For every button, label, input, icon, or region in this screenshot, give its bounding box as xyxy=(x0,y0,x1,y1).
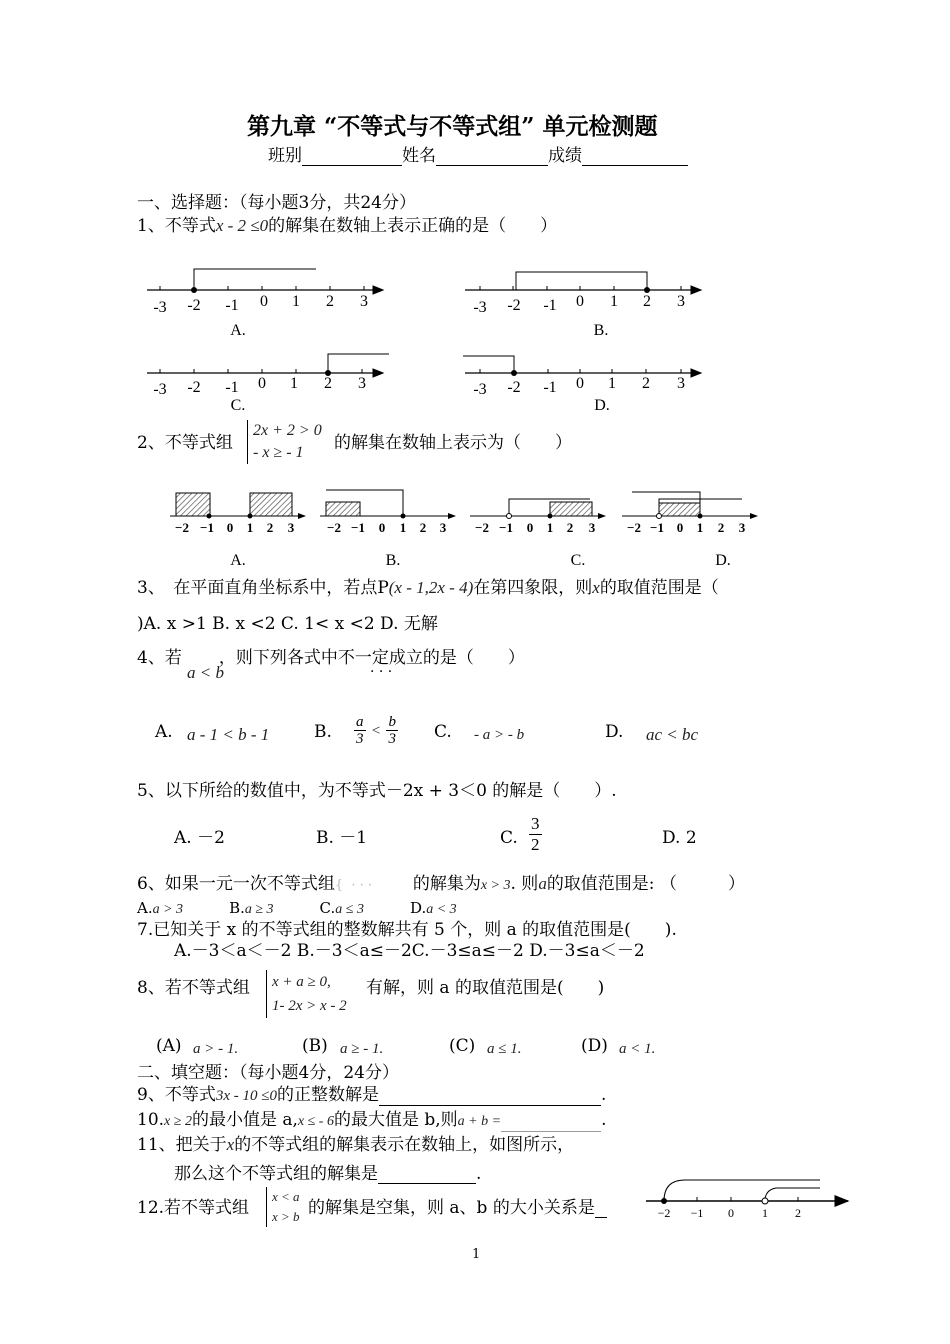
tick-label: 1 xyxy=(546,520,554,535)
name-label: 姓名 xyxy=(402,146,436,166)
question-4: 4、若 ，则下列各式中不一定成立的是（ ） xyxy=(137,648,525,668)
q2-system: 2x + 2 > 0 - x ≥ - 1 xyxy=(247,420,322,464)
tick-label: −1 xyxy=(351,520,365,535)
q1-option-d-label: D. xyxy=(594,397,610,414)
tick-label: 0 xyxy=(526,520,534,535)
tick-label: -1 xyxy=(225,297,239,314)
q8-stem-suffix: 有解，则 a 的取值范围是( ) xyxy=(366,978,605,998)
q8-option-c: (C) xyxy=(449,1036,476,1056)
class-label: 班别 xyxy=(268,146,302,166)
tick-label: -1 xyxy=(225,379,239,396)
tick-label: 1 xyxy=(696,520,704,535)
q8-option-d: (D) xyxy=(581,1036,608,1056)
q4-option-d: D. xyxy=(605,722,624,742)
q2-suffix: 的解集在数轴上表示为（ ） xyxy=(334,433,572,453)
tick-label: 1 xyxy=(608,375,616,392)
q5-option-d: D. 2 xyxy=(662,828,697,848)
q12-system: x < a x > b xyxy=(266,1187,300,1227)
q2-option-b-label: B. xyxy=(385,552,401,569)
tick-label: 0 xyxy=(676,520,684,535)
tick-label: 0 xyxy=(576,293,584,310)
tick-label: 2 xyxy=(266,520,274,535)
tick-label: 3 xyxy=(677,375,685,392)
tick-label: -2 xyxy=(187,297,201,314)
emphasis-dots: · · · xyxy=(370,664,393,680)
q1-option-b-label: B. xyxy=(593,322,609,339)
q8-option-c-expr: a ≤ 1. xyxy=(487,1041,522,1057)
tick-label: -2 xyxy=(507,379,521,396)
tick-label: 3 xyxy=(360,293,368,310)
tick-label: 3 xyxy=(287,520,295,535)
question-1: 1、不等式x - 2 ≤0的解集在数轴上表示正确的是（ ） xyxy=(137,216,558,236)
question-12: 12.若不等式组 xyxy=(137,1198,250,1218)
section-heading-choice: 一、选择题：（每小题3分，共24分） xyxy=(137,193,416,213)
q5-option-c-fraction: $\frac{3}{2}$ xyxy=(531,814,540,854)
tick-label: −2 xyxy=(175,520,189,535)
question-6: 6、如果一元一次不等式组{ · · ·的解集为x > 3. 则a的取值范围是: （ ） xyxy=(137,874,745,894)
tick-label: 3 xyxy=(677,293,685,310)
tick-label: 1 xyxy=(762,1206,768,1220)
tick-label: −1 xyxy=(499,520,513,535)
tick-label: 1 xyxy=(246,520,254,535)
tick-label: 0 xyxy=(260,293,268,310)
page-title: 第九章 “不等式与不等式组” 单元检测题 xyxy=(247,113,658,140)
tick-label: −2 xyxy=(657,1206,671,1220)
q12-stem-suffix: 的解集是空集，则 a、b 的大小关系是 xyxy=(308,1198,607,1218)
tick-label: 0 xyxy=(728,1206,734,1220)
q8-option-a: (A) xyxy=(156,1036,182,1056)
question-3-options: )A. x >1 B. x <2 C. 1< x <2 D. 无解 xyxy=(137,614,438,634)
q1-option-a-label: A. xyxy=(230,322,246,339)
tick-label: −1 xyxy=(200,520,214,535)
tick-label: −1 xyxy=(690,1206,704,1220)
tick-label: 0 xyxy=(576,375,584,392)
tick-label: -1 xyxy=(543,379,557,396)
tick-label: 2 xyxy=(566,520,574,535)
q8-option-b-expr: a ≥ - 1. xyxy=(340,1041,384,1057)
tick-label: -3 xyxy=(153,381,167,398)
q4-option-b: B. xyxy=(314,722,332,742)
q5-option-b: B. －1 xyxy=(316,828,368,848)
section-heading-fill: 二、填空题：（每小题4分，24分） xyxy=(137,1063,399,1083)
q4-condition: a < b xyxy=(187,663,224,682)
tick-label: 2 xyxy=(643,293,651,310)
tick-label: −1 xyxy=(650,520,664,535)
q4-option-b-expr: $\frac{a}{3}$ < $\frac{b}{3}$ xyxy=(356,714,396,747)
tick-label: 3 xyxy=(439,520,447,535)
q8-option-b: (B) xyxy=(302,1036,328,1056)
question-2: 2、不等式组 xyxy=(137,433,233,453)
q8-option-a-expr: a > - 1. xyxy=(193,1041,239,1057)
tick-label: −2 xyxy=(627,520,641,535)
tick-label: 2 xyxy=(717,520,725,535)
question-11: 11、把关于x的不等式组的解集表示在数轴上，如图所示， xyxy=(137,1135,575,1155)
tick-label: 0 xyxy=(226,520,234,535)
tick-label: 1 xyxy=(292,293,300,310)
page-number: 1 xyxy=(472,1247,481,1262)
tick-label: 3 xyxy=(588,520,596,535)
tick-label: 1 xyxy=(610,293,618,310)
tick-label: 2 xyxy=(326,293,334,310)
question-3: 3、 在平面直角坐标系中，若点P(x - 1,2x - 4)在第四象限，则x的取值范围是（ xyxy=(137,578,719,598)
q8-system: x + a ≥ 0, 1- 2x > x - 2 xyxy=(266,970,347,1018)
score-label: 成绩 xyxy=(548,146,582,166)
q5-option-a: A. －2 xyxy=(174,828,225,848)
tick-label: −2 xyxy=(475,520,489,535)
tick-label: 2 xyxy=(324,375,332,392)
tick-label: 1 xyxy=(399,520,407,535)
tick-label: -1 xyxy=(543,297,557,314)
tick-label: 2 xyxy=(795,1206,801,1220)
question-8: 8、若不等式组 xyxy=(137,978,250,998)
q4-option-d-expr: ac < bc xyxy=(646,725,699,744)
tick-label: -2 xyxy=(187,379,201,396)
tick-label: 2 xyxy=(642,375,650,392)
tick-label: 2 xyxy=(419,520,427,535)
tick-label: 0 xyxy=(378,520,386,535)
tick-label: 3 xyxy=(358,375,366,392)
tick-label: -3 xyxy=(153,299,167,316)
q8-option-d-expr: a < 1. xyxy=(619,1041,656,1057)
tick-label: -2 xyxy=(507,297,521,314)
question-10: 10.x ≥ 2的最小值是 a,x ≤ - 6的最大值是 b,则a + b = . xyxy=(137,1110,607,1130)
question-9: 9、不等式3x - 10 ≤0的正整数解是 . xyxy=(137,1085,607,1105)
tick-label: 1 xyxy=(290,375,298,392)
q1-option-c-label: C. xyxy=(230,397,246,414)
question-7-options: A.－3＜a＜－2 B.－3＜a≤－2C.－3≤a≤－2 D.－3≤a＜－2 xyxy=(174,941,645,961)
q6-options: A.a > 3 B.a ≥ 3 C.a ≤ 3 D.a < 3 xyxy=(137,899,457,917)
q4-option-a: A. xyxy=(155,722,173,742)
q5-option-c: C. xyxy=(500,828,518,848)
tick-label: 0 xyxy=(258,375,266,392)
tick-label: -3 xyxy=(473,381,487,398)
q4-option-c-expr: - a > - b xyxy=(474,727,525,743)
q4-option-c: C. xyxy=(434,722,452,742)
tick-label: -3 xyxy=(473,299,487,316)
question-11-line2: 那么这个不等式组的解集是 . xyxy=(174,1164,482,1184)
q4-option-a-expr: a - 1 < b - 1 xyxy=(187,725,270,744)
q2-option-d-label: D. xyxy=(715,552,731,569)
tick-label: 3 xyxy=(738,520,746,535)
tick-label: −2 xyxy=(327,520,341,535)
question-5: 5、以下所给的数值中，为不等式－2x + 3＜0 的解是（ ）. xyxy=(137,781,617,801)
q2-option-a-label: A. xyxy=(230,552,246,569)
q2-option-c-label: C. xyxy=(570,552,586,569)
question-7: 7.已知关于 x 的不等式组的整数解共有 5 个，则 a 的取值范围是( ). xyxy=(137,920,677,940)
